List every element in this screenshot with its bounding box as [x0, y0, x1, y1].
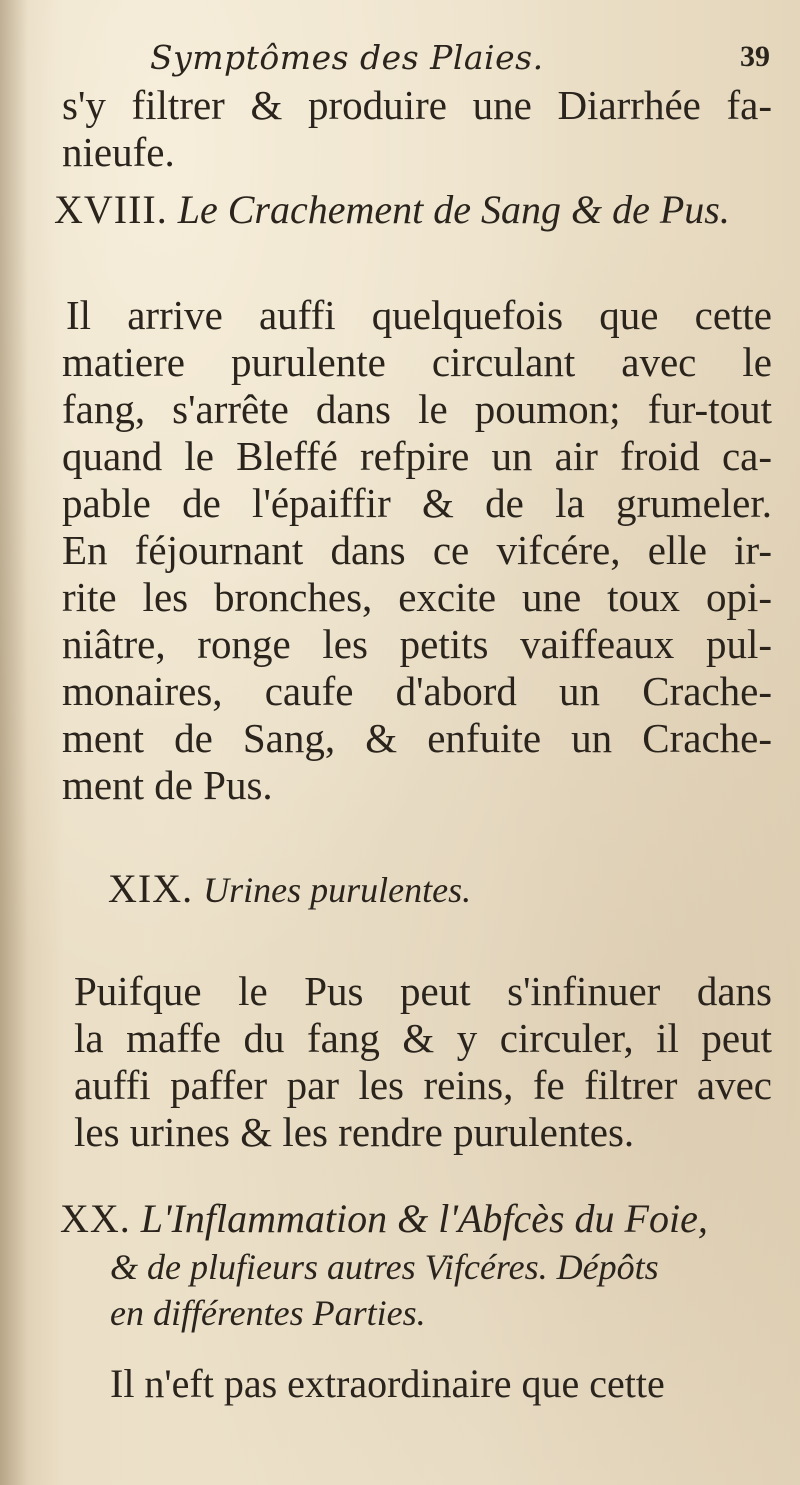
- text-line: ment de Pus.: [62, 762, 273, 808]
- section-18-heading: [54, 186, 730, 233]
- text-line: nieufe.: [62, 129, 175, 175]
- text-line: rite les bronches, excite une toux opi-: [62, 574, 772, 620]
- text-line: fang, s'arrête dans le poumon; fur-tout: [62, 386, 772, 432]
- section-19-heading: [108, 865, 471, 912]
- running-title: Symptômes des Plaies.: [150, 38, 544, 77]
- text-line: Il arrive auffi quelquefois que cette: [66, 292, 772, 338]
- section-title-line: L'Inflammation & l'Abfcès du Foie,: [140, 1196, 708, 1241]
- page-number: 39: [740, 40, 770, 73]
- section-20-heading: [60, 1195, 780, 1334]
- section-title-line: & de plufieurs autres Vifcéres. Dépôts: [110, 1247, 659, 1287]
- text-line: Puifque le Pus peut s'infinuer dans: [74, 968, 772, 1014]
- section-19-paragraph: [52, 968, 772, 1156]
- section-number: XVIII.: [54, 187, 168, 232]
- intro-paragraph: [52, 82, 772, 176]
- section-number: XX.: [60, 1196, 131, 1241]
- text-line: matiere purulente circulant avec le: [62, 339, 772, 385]
- text-line: quand le Bleffé refpire un air froid ca-: [62, 433, 772, 479]
- section-20-paragraph: [52, 1360, 772, 1407]
- section-title-line: en différentes Parties.: [110, 1293, 426, 1333]
- text-line: pable de l'épaiffir & de la grumeler.: [62, 480, 772, 526]
- text-line: s'y filtrer & produire une Diarrhée fa-: [62, 82, 772, 128]
- text-line: niâtre, ronge les petits vaiffeaux pul-: [62, 621, 772, 667]
- section-18-paragraph: [52, 292, 772, 809]
- gutter-shadow: [0, 0, 28, 1485]
- text-line: ment de Sang, & enfuite un Crache-: [62, 715, 772, 761]
- section-title: Urines purulentes.: [203, 870, 472, 910]
- text-line: monaires, caufe d'abord un Crache-: [62, 668, 772, 714]
- text-line: En féjournant dans ce vifcére, elle ir-: [62, 527, 772, 573]
- text-line: auffi paffer par les reins, fe filtrer avec: [74, 1062, 772, 1108]
- text-line: Il n'eft pas extraordinaire que cette: [110, 1361, 665, 1406]
- section-title: Le Crachement de Sang & de Pus.: [177, 187, 730, 232]
- page-header: [150, 38, 770, 84]
- text-line: la maffe du fang & y circuler, il peut: [74, 1015, 772, 1061]
- section-number: XIX.: [108, 866, 194, 911]
- text-line: les urines & les rendre purulentes.: [74, 1109, 635, 1155]
